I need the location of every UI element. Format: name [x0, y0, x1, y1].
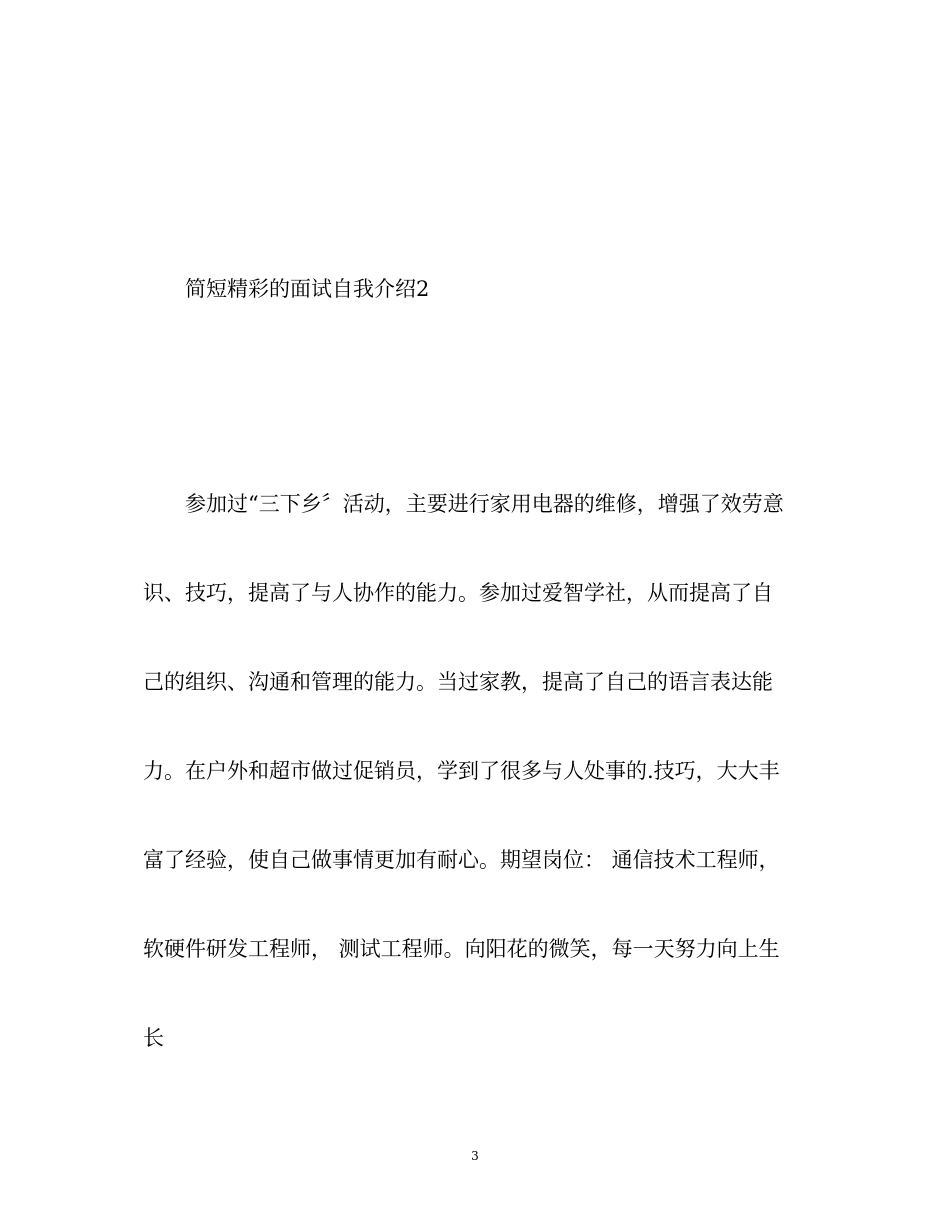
- paragraph-line: 己的组织、沟通和管理的能力。当过家教，提高了自己的语言表达能: [143, 670, 773, 694]
- paragraph-line: 力。在户外和超市做过促销员，学到了很多与人处事的.技巧，大大丰: [143, 759, 780, 783]
- paragraph-line: 参加过“三下乡〞活动，主要进行家用电器的维修，增强了效劳意: [185, 492, 784, 516]
- paragraph-line: 富了经验，使自己做事情更加有耐心。期望岗位： 通信技术工程师，: [143, 848, 780, 872]
- paragraph-line: 识、技巧，提高了与人协作的能力。参加过爱智学社，从而提高了自: [143, 581, 773, 605]
- document-title: 简短精彩的面试自我介绍2: [185, 277, 430, 301]
- body-paragraph: [143, 486, 823, 1109]
- paragraph-line: 长: [143, 1026, 164, 1050]
- page-number: 3: [471, 1149, 479, 1163]
- paragraph-line: 软硬件研发工程师， 测试工程师。向阳花的微笑，每一天努力向上生: [143, 937, 780, 961]
